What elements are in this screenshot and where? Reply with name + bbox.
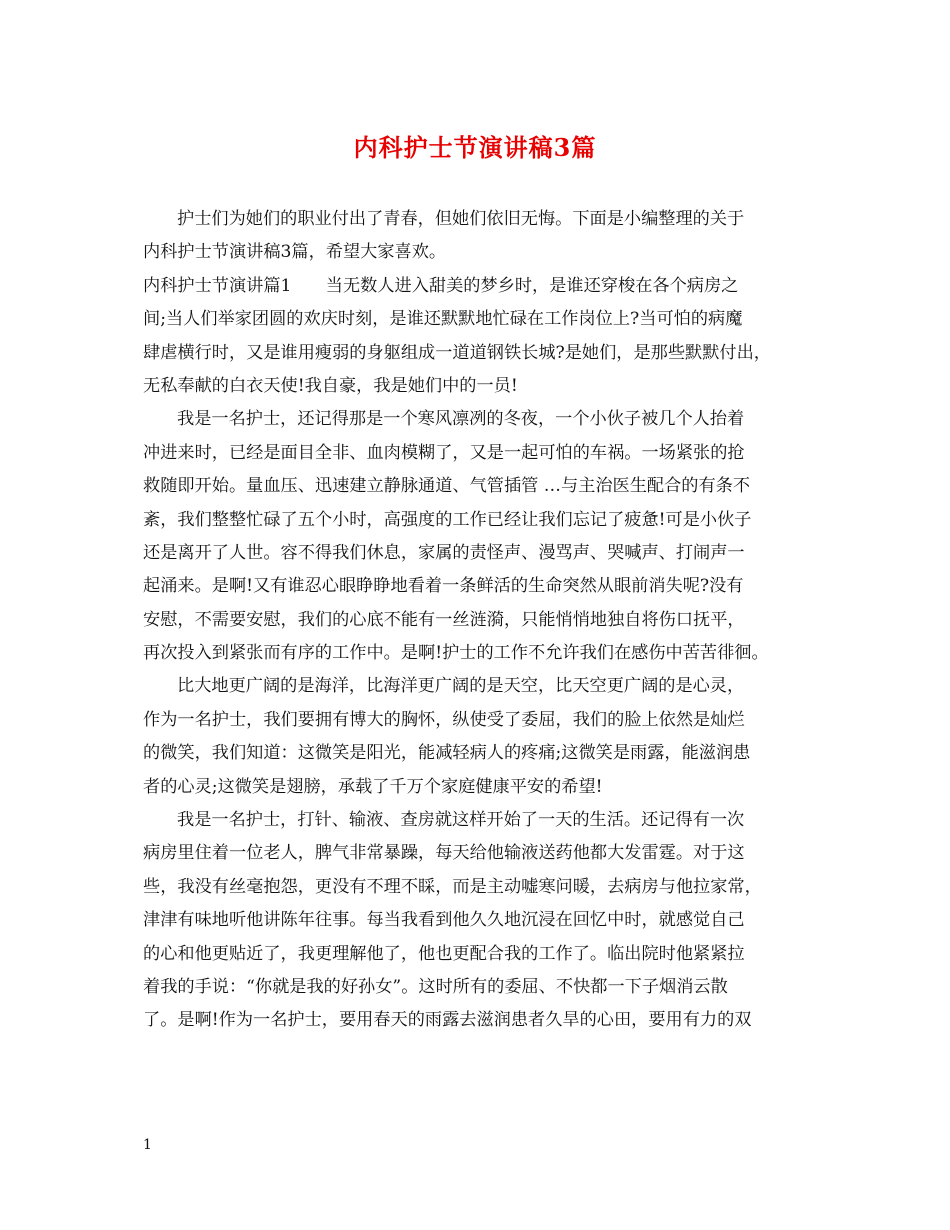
text-line: 内科护士节演讲篇1 当无数人进入甜美的梦乡时，是谁还穿梭在各个病房之 (143, 275, 739, 296)
text-line: 护士们为她们的职业付出了青春，但她们依旧无悔。下面是小编整理的关于 (177, 209, 745, 229)
text-line: 些，我没有丝毫抱怨，更没有不理不睬，而是主动嘘寒问暖，去病房与他拉家常， (143, 876, 762, 897)
text-line: 间;当人们举家团圆的欢庆时刻，是谁还默默地忙碌在工作岗位上?当可怕的病魔 (143, 309, 743, 330)
text-line: 我是一名护士，打针、输液、查房就这样开始了一天的生活。还记得有一次 (177, 810, 745, 831)
text-line: 我是一名护士，还记得那是一个寒风凛冽的冬夜，一个小伙子被几个人抬着 (177, 409, 745, 430)
text-line: 津津有味地听他讲陈年往事。每当我看到他久久地沉浸在回忆中时，就感觉自己 (143, 910, 745, 931)
text-line: 无私奉献的白衣天使!我自豪，我是她们中的一员! (143, 375, 518, 396)
text-line: 着我的手说：“你就是我的好孙女”。这时所有的委屈、不快都一下子烟消云散 (143, 976, 728, 997)
text-line: 比大地更广阔的是海洋，比海洋更广阔的是天空，比天空更广阔的是心灵， (177, 676, 745, 697)
text-line: 内科护士节演讲稿3篇，希望大家喜欢。 (143, 242, 447, 263)
text-line: 紊，我们整整忙碌了五个小时，高强度的工作已经让我们忘记了疲惫!可是小伙子 (143, 509, 752, 530)
page-number: 1 (143, 1137, 152, 1153)
text-line: 的心和他更贴近了，我更理解他了，他也更配合我的工作了。临出院时他紧紧拉 (143, 943, 745, 964)
text-line: 作为一名护士，我们要拥有博大的胸怀，纵使受了委屈，我们的脸上依然是灿烂 (143, 709, 745, 730)
text-line: 再次投入到紧张而有序的工作中。是啊!护士的工作不允许我们在感伤中苦苦徘徊。 (143, 643, 769, 664)
text-line: 者的心灵;这微笑是翅膀，承载了千万个家庭健康平安的希望! (143, 776, 603, 797)
document-body (143, 203, 821, 1038)
document-title: 内科护士节演讲稿3篇 (353, 133, 597, 162)
text-line: 冲进来时，已经是面目全非、血肉模糊了，又是一起可怕的车祸。一场紧张的抢 (143, 442, 745, 463)
text-line: 还是离开了人世。容不得我们休息，家属的责怪声、漫骂声、哭喊声、打闹声一 (143, 542, 745, 563)
text-line: 病房里住着一位老人，脾气非常暴躁，每天给他输液送药他都大发雷霆。对于这 (143, 843, 745, 864)
text-line: 救随即开始。量血压、迅速建立静脉通道、气管插管 …与主治医生配合的有条不 (143, 476, 751, 497)
text-line: 安慰，不需要安慰，我们的心底不能有一丝涟漪，只能悄悄地独自将伤口抚平， (143, 609, 745, 630)
text-line: 起涌来。是啊!又有谁忍心眼睁睁地看着一条鲜活的生命突然从眼前消失呢?没有 (143, 576, 744, 597)
text-line: 肆虐横行时，又是谁用瘦弱的身躯组成一道道钢铁长城?是她们，是那些默默付出， (143, 342, 771, 363)
text-line: 了。是啊!作为一名护士，要用春天的雨露去滋润患者久旱的心田，要用有力的双 (143, 1010, 752, 1031)
text-line: 的微笑，我们知道：这微笑是阳光，能减轻病人的疼痛;这微笑是雨露，能滋润患 (143, 743, 751, 764)
